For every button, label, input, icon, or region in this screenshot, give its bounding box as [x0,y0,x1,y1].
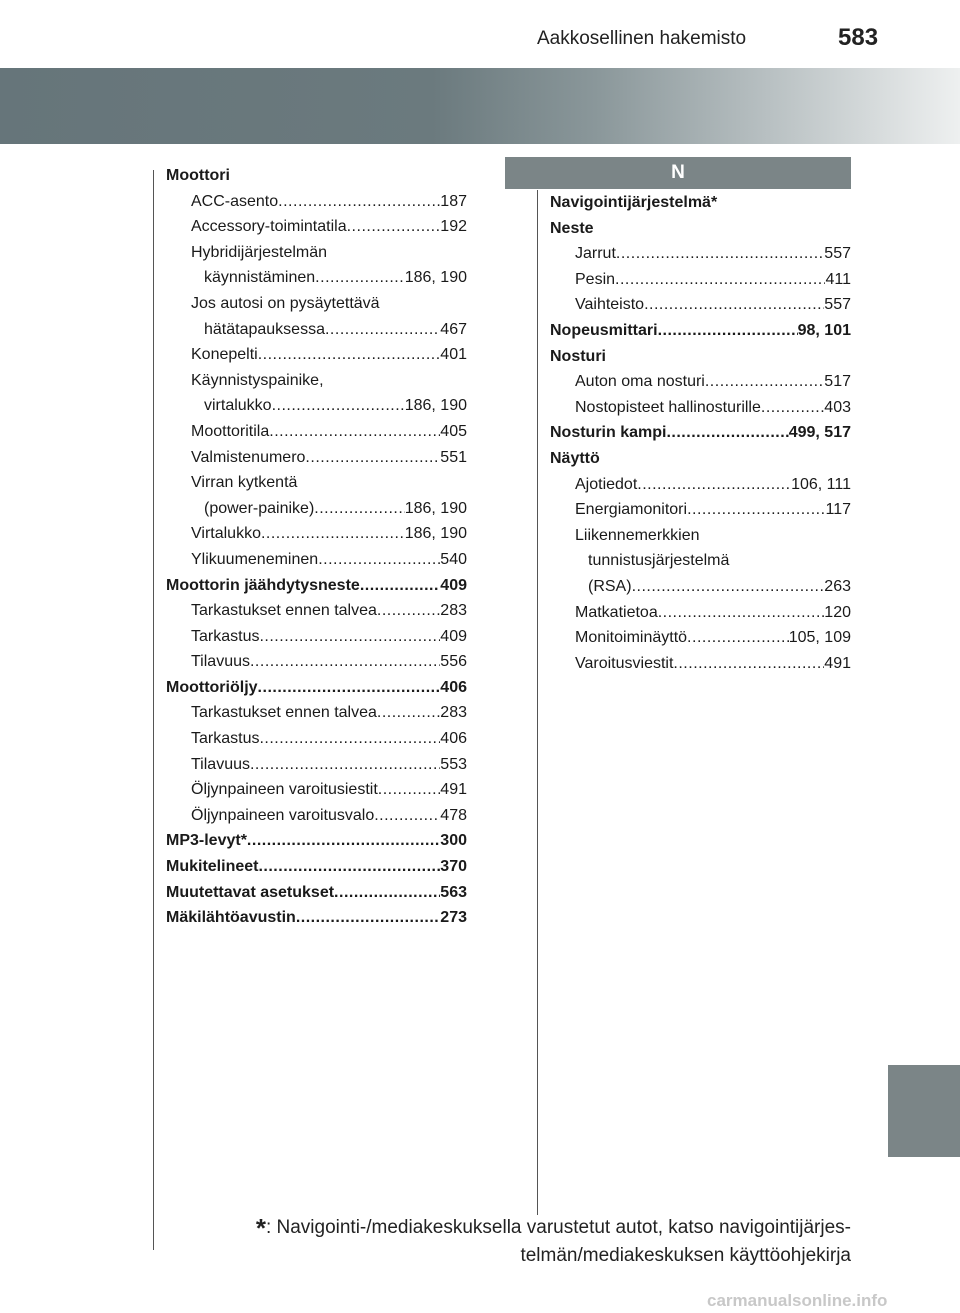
index-term: tunnistusjärjestelmä [588,552,730,570]
index-term: Konepelti [191,346,258,364]
page-reference: 186, 190 [404,397,467,415]
index-term: Tarkastus [191,627,260,645]
index-term: Auton oma nosturi [575,373,705,391]
index-entry [166,854,467,880]
index-term: Virran kytkentä [191,474,298,492]
index-entry [550,651,851,677]
footnote-line-1: : Navigointi-/mediakeskuksella varustetut autot, katso navigointijärjes- [265,1217,851,1238]
dot-leader [247,828,440,854]
dot-leader [325,317,440,343]
index-entry [550,574,851,600]
index-entry [550,600,851,626]
dot-leader [687,497,825,523]
page-reference: 186, 190 [404,499,467,517]
index-term: Mukitelineet [166,858,259,876]
index-entry [166,470,467,496]
index-term: ACC-asento [191,192,279,210]
index-term: Vaihteisto [575,296,645,314]
index-entry [166,342,467,368]
page-header-title: Aakkosellinen hakemisto [537,28,747,49]
index-term: Öljynpaineen varoitusvalo [191,806,375,824]
dot-leader [761,395,824,421]
index-entry [166,368,467,394]
index-entry [166,803,467,829]
page-reference: 187 [440,192,467,210]
dot-leader [374,803,440,829]
page-reference: 499, 517 [788,424,851,442]
index-term: hätätapauksessa [204,320,325,338]
index-entry [166,419,467,445]
index-term: Neste [550,219,594,237]
dot-leader [314,496,404,522]
page-reference: 283 [440,704,467,722]
index-entry [166,163,467,189]
index-entry [550,446,851,472]
index-entry [166,573,467,599]
index-entry [166,726,467,752]
index-term: Ylikuumeneminen [191,550,319,568]
index-entry [166,752,467,778]
page-reference: 491 [824,654,851,672]
index-entry [166,496,467,522]
index-entry [166,547,467,573]
index-term: Näyttö [550,449,600,467]
index-entry [166,521,467,547]
index-term: Navigointijärjestelmä* [550,194,718,211]
index-entry [166,880,467,906]
dot-leader [334,880,440,906]
page-reference: 556 [440,653,467,671]
index-left-column [166,163,467,931]
dot-leader [347,214,441,240]
index-term: Moottoritila [191,422,270,440]
index-entry [166,291,467,317]
index-term: Liikennemerkkien [575,526,700,544]
dot-leader [305,445,440,471]
watermark: carmanualsonline.info [707,1291,888,1310]
section-letter-header: N [505,157,851,189]
index-entry [550,318,851,344]
page-reference: 405 [440,422,467,440]
dot-leader [278,189,440,215]
index-term: MP3-levyt* [166,832,247,850]
page-reference: 120 [824,603,851,621]
page-reference: 557 [824,245,851,263]
dot-leader [616,241,824,267]
page-reference: 406 [440,678,467,696]
index-term: Tarkastus [191,730,260,748]
dot-leader [318,547,440,573]
page-reference: 553 [440,755,467,773]
page-reference: 551 [440,448,467,466]
index-entry [166,777,467,803]
index-term: Virtalukko [191,525,261,543]
dot-leader [258,675,441,701]
index-term: Jarrut [575,245,616,263]
index-term: käynnistäminen [204,269,316,287]
page-reference: 411 [825,270,851,288]
page-reference: 403 [824,398,851,416]
index-entry [166,393,467,419]
footnote-line-2: telmän/mediakeskuksen käyttöohjekirja [520,1245,851,1266]
page-reference: 478 [440,806,467,824]
index-entry [550,241,851,267]
page-reference: 467 [440,320,467,338]
index-term: Accessory-toimintatila [191,218,347,236]
page-reference: 300 [440,832,467,850]
header-banner [0,68,960,144]
index-entry [550,420,851,446]
index-entry [166,675,467,701]
index-term: virtalukko [204,397,272,415]
dot-leader [658,318,798,344]
index-term: Mäkilähtöavustin [166,909,296,927]
page-reference: 370 [440,858,467,876]
index-entry [166,240,467,266]
index-term: Nopeusmittari [550,321,658,339]
index-term: Tilavuus [191,755,250,773]
page-reference: 117 [825,501,851,519]
dot-leader [705,369,824,395]
page-reference: 186, 190 [404,269,467,287]
page-reference: 106, 111 [791,475,851,493]
page-reference: 192 [440,218,467,236]
page-number: 583 [838,24,879,51]
index-entry [550,472,851,498]
dot-leader [644,292,824,318]
index-term: Nostopisteet hallinosturille [575,398,761,416]
index-entry [166,649,467,675]
index-term: Energiamonitori [575,501,688,519]
index-entry [166,265,467,291]
dot-leader [377,700,440,726]
index-entry [550,625,851,651]
page-reference: 563 [440,883,467,901]
index-term: Käynnistyspainike, [191,371,324,389]
index-entry [166,700,467,726]
page-reference: 517 [824,373,851,391]
index-term: Muutettavat asetukset [166,883,335,901]
index-term: Jos autosi on pysäytettävä [191,294,380,312]
index-term: (power-painike) [204,499,315,517]
index-term: Monitoiminäyttö [575,629,688,647]
index-term: Tarkastukset ennen talvea [191,704,377,722]
index-term: Moottori [166,167,230,184]
dot-leader [632,574,825,600]
dot-leader [658,600,825,626]
index-term: Varoitusviestit [575,654,674,672]
dot-leader [377,598,440,624]
page-reference: 409 [440,627,467,645]
dot-leader [687,625,789,651]
center-column-rule [537,190,538,1215]
dot-leader [272,393,405,419]
index-term: (RSA) [588,577,632,595]
page-reference: 409 [440,576,467,594]
index-entry [550,190,851,216]
page-reference: 491 [440,781,467,799]
left-column-rule [153,170,154,1250]
index-entry [166,214,467,240]
index-term: Hybridijärjestelmän [191,243,328,261]
index-term: Moottoriöljy [166,678,258,696]
dot-leader [615,267,825,293]
index-entry [550,369,851,395]
dot-leader [261,521,405,547]
page-reference: 540 [440,550,467,568]
index-entry [550,395,851,421]
index-term: Valmistenumero [191,448,306,466]
index-term: Tarkastukset ennen talvea [191,602,377,620]
section-side-tab [888,1065,960,1157]
index-entry [550,548,851,574]
index-entry [550,344,851,370]
dot-leader [258,854,440,880]
index-right-column [550,190,851,676]
index-term: Öljynpaineen varoitusiestit [191,781,378,799]
index-term: Pesin [575,270,616,288]
page-reference: 283 [440,602,467,620]
dot-leader [315,265,405,291]
page-reference: 263 [824,577,851,595]
page-reference: 98, 101 [797,321,851,339]
index-entry [550,292,851,318]
page-reference: 557 [824,296,851,314]
index-entry [166,445,467,471]
index-term: Tilavuus [191,653,250,671]
dot-leader [250,649,440,675]
dot-leader [259,624,440,650]
index-entry [166,598,467,624]
index-term: Nosturi [550,347,606,365]
index-entry [166,189,467,215]
index-term: Nosturin kampi [550,424,667,442]
dot-leader [673,651,824,677]
footnote [191,1214,851,1269]
dot-leader [360,573,440,599]
dot-leader [269,419,440,445]
dot-leader [378,777,441,803]
index-term: Ajotiedot [575,475,638,493]
index-entry [166,905,467,931]
page-reference: 406 [440,730,467,748]
page-reference: 186, 190 [404,525,467,543]
index-entry [166,317,467,343]
page-reference: 105, 109 [788,629,851,647]
index-term: Matkatietoa [575,603,658,621]
index-entry [550,497,851,523]
page-reference: 273 [440,909,467,927]
index-entry [166,624,467,650]
dot-leader [258,342,441,368]
index-entry [166,828,467,854]
index-entry [550,216,851,242]
index-term: Moottorin jäähdytysneste [166,576,360,594]
index-entry [550,267,851,293]
dot-leader [259,726,440,752]
index-entry [550,523,851,549]
dot-leader [296,905,440,931]
page-reference: 401 [440,346,467,364]
dot-leader [250,752,440,778]
dot-leader [666,420,788,446]
dot-leader [637,472,791,498]
footnote-star: * [255,1213,266,1243]
